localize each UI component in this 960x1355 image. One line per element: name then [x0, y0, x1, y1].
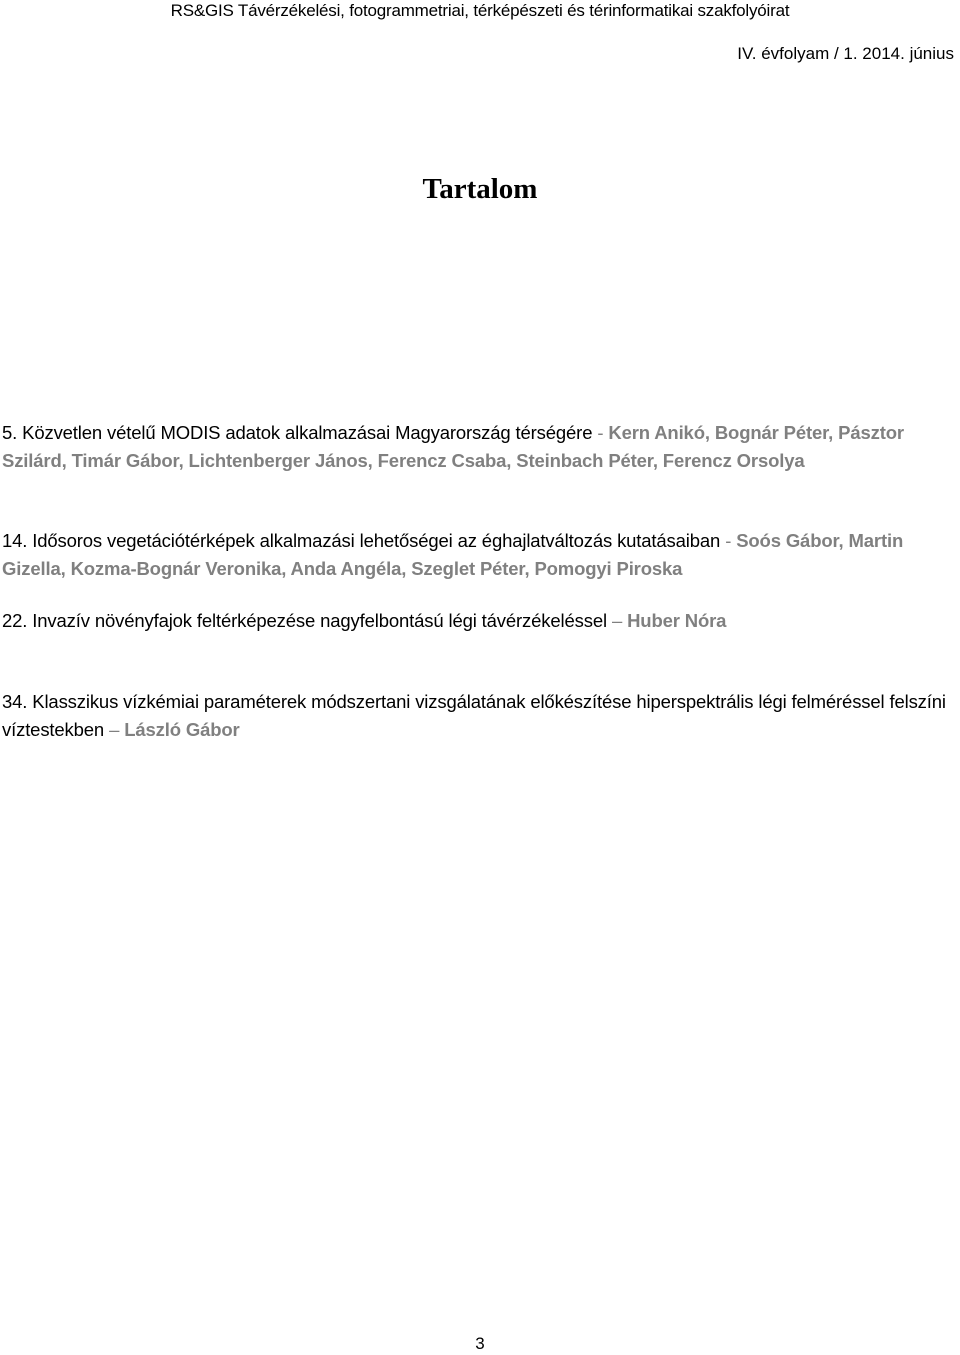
toc-entry-authors: László Gábor: [124, 719, 240, 740]
toc-entry-authors: Huber Nóra: [627, 610, 727, 631]
toc-entry[interactable]: [2, 527, 954, 583]
toc-entry-separator: -: [725, 530, 732, 551]
toc-entry-separator: –: [611, 610, 623, 631]
toc-entry[interactable]: [2, 607, 954, 635]
page-title: Tartalom: [422, 173, 538, 205]
toc-entry-separator: –: [109, 719, 120, 740]
toc-entry-page: 5.: [2, 422, 18, 443]
journal-title: RS&GIS Távérzékelési, fotogrammetriai, térképészeti és térinformatikai szakfolyóirat: [170, 1, 790, 20]
toc-entry-page: 34.: [2, 691, 28, 712]
toc-entry-title: Invazív növényfajok feltérképezése nagyfelbontású légi távérzékeléssel: [32, 610, 607, 631]
toc-entry-title: Klasszikus vízkémiai paraméterek módszertani vizsgálatának előkészítése hiperspektrális légi felméréssel felszíni víztestekben: [2, 691, 946, 740]
toc-entry[interactable]: [2, 688, 954, 744]
toc-entry-title: Idősoros vegetációtérképek alkalmazási lehetőségei az éghajlatváltozás kutatásaiban: [32, 530, 721, 551]
toc-entry-authors: Kern Anikó, Bognár Péter, Pásztor Szilárd, Timár Gábor, Lichtenberger János, Ferencz Csaba, Steinbach Péter, Ferencz Orsolya: [2, 422, 904, 471]
toc-entry-title: Közvetlen vételű MODIS adatok alkalmazásai Magyarország térségére: [22, 422, 593, 443]
toc-entry-page: 14.: [2, 530, 28, 551]
page-number: 3: [475, 1334, 485, 1353]
toc-entry-page: 22.: [2, 610, 28, 631]
toc-entry[interactable]: [2, 419, 954, 475]
toc-entry-separator: -: [597, 422, 604, 443]
toc-entry-authors: Soós Gábor, Martin Gizella, Kozma-Bognár Veronika, Anda Angéla, Szeglet Péter, Pomogyi Piroska: [2, 530, 904, 579]
issue-info: IV. évfolyam / 1. 2014. június: [737, 44, 954, 63]
